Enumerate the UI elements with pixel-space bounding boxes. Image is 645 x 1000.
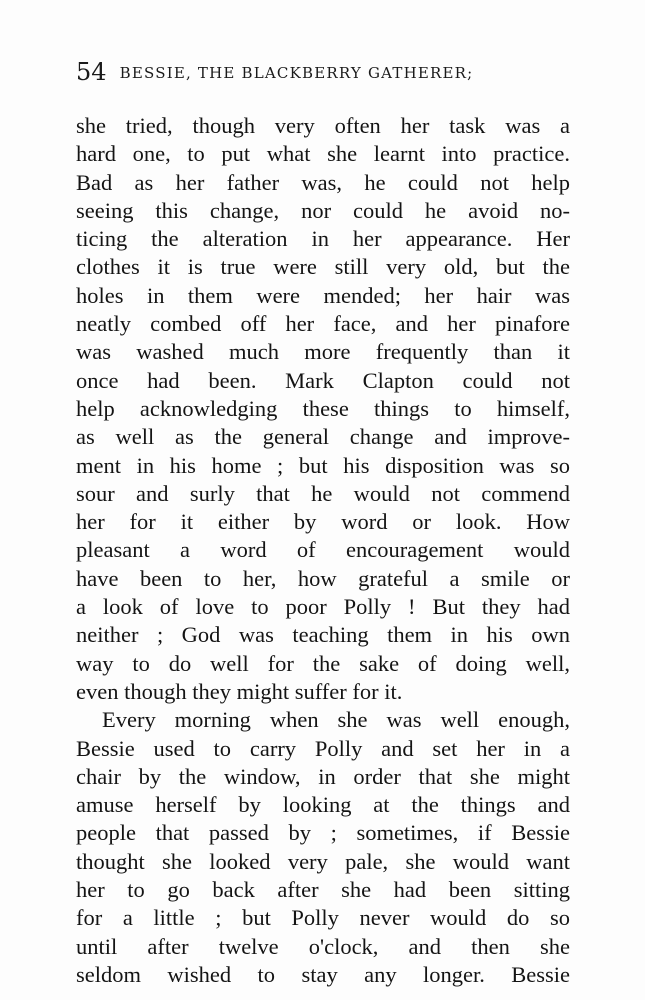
text-line: thought she looked very pale, she would want (76, 848, 570, 874)
paragraph (76, 112, 570, 706)
text-line: help acknowledging these things to himself, (76, 395, 570, 421)
text-line: ticing the alteration in her appearance. Her (76, 226, 570, 252)
text-line: people that passed by ; sometimes, if Bessie (76, 820, 570, 846)
text-line: Bessie used to carry Polly and set her in a (76, 735, 570, 761)
page-header (76, 58, 576, 90)
text-line: chair by the window, in order that she might (76, 763, 570, 789)
text-line: neatly combed off her face, and her pinafore (76, 311, 570, 337)
text-line: once had been. Mark Clapton could not (76, 367, 570, 393)
text-line: for a little ; but Polly never would do so (76, 905, 570, 931)
text-line: until after twelve o'clock, and then she (76, 933, 570, 959)
text-line: Bad as her father was, he could not help (76, 169, 570, 195)
paragraph (76, 706, 570, 989)
text-line: she tried, though very often her task was a (76, 113, 570, 138)
text-line: pleasant a word of encouragement would (76, 537, 570, 563)
text-line: as well as the general change and improve- (76, 424, 570, 450)
text-line: was washed much more frequently than it (76, 339, 570, 365)
body-text (76, 112, 570, 989)
text-line: her for it either by word or look. How (76, 509, 570, 535)
text-line: ment in his home ; but his disposition was so (76, 452, 570, 478)
text-line: neither ; God was teaching them in his own (76, 622, 570, 648)
page-number: 54 (76, 58, 107, 86)
text-line: way to do well for the sake of doing well, (76, 650, 570, 676)
text-line: have been to her, how grateful a smile or (76, 565, 570, 591)
text-line: even though they might suffer for it. (76, 678, 403, 704)
text-line: clothes it is true were still very old, but the (76, 254, 570, 280)
text-line: seeing this change, nor could he avoid no- (76, 197, 570, 223)
text-line: a look of love to poor Polly ! But they had (76, 594, 570, 620)
text-line: holes in them were mended; her hair was (76, 282, 570, 308)
text-line: hard one, to put what she learnt into practice. (76, 141, 570, 167)
text-line: seldom wished to stay any longer. Bessie (76, 961, 570, 987)
text-line: her to go back after she had been sitting (76, 877, 570, 903)
text-line: Every morning when she was well enough, (102, 707, 570, 733)
text-line: sour and surly that he would not commend (76, 480, 570, 506)
running-title: BESSIE, THE BLACKBERRY GATHERER; (119, 64, 474, 82)
text-line: amuse herself by looking at the things and (76, 792, 570, 818)
